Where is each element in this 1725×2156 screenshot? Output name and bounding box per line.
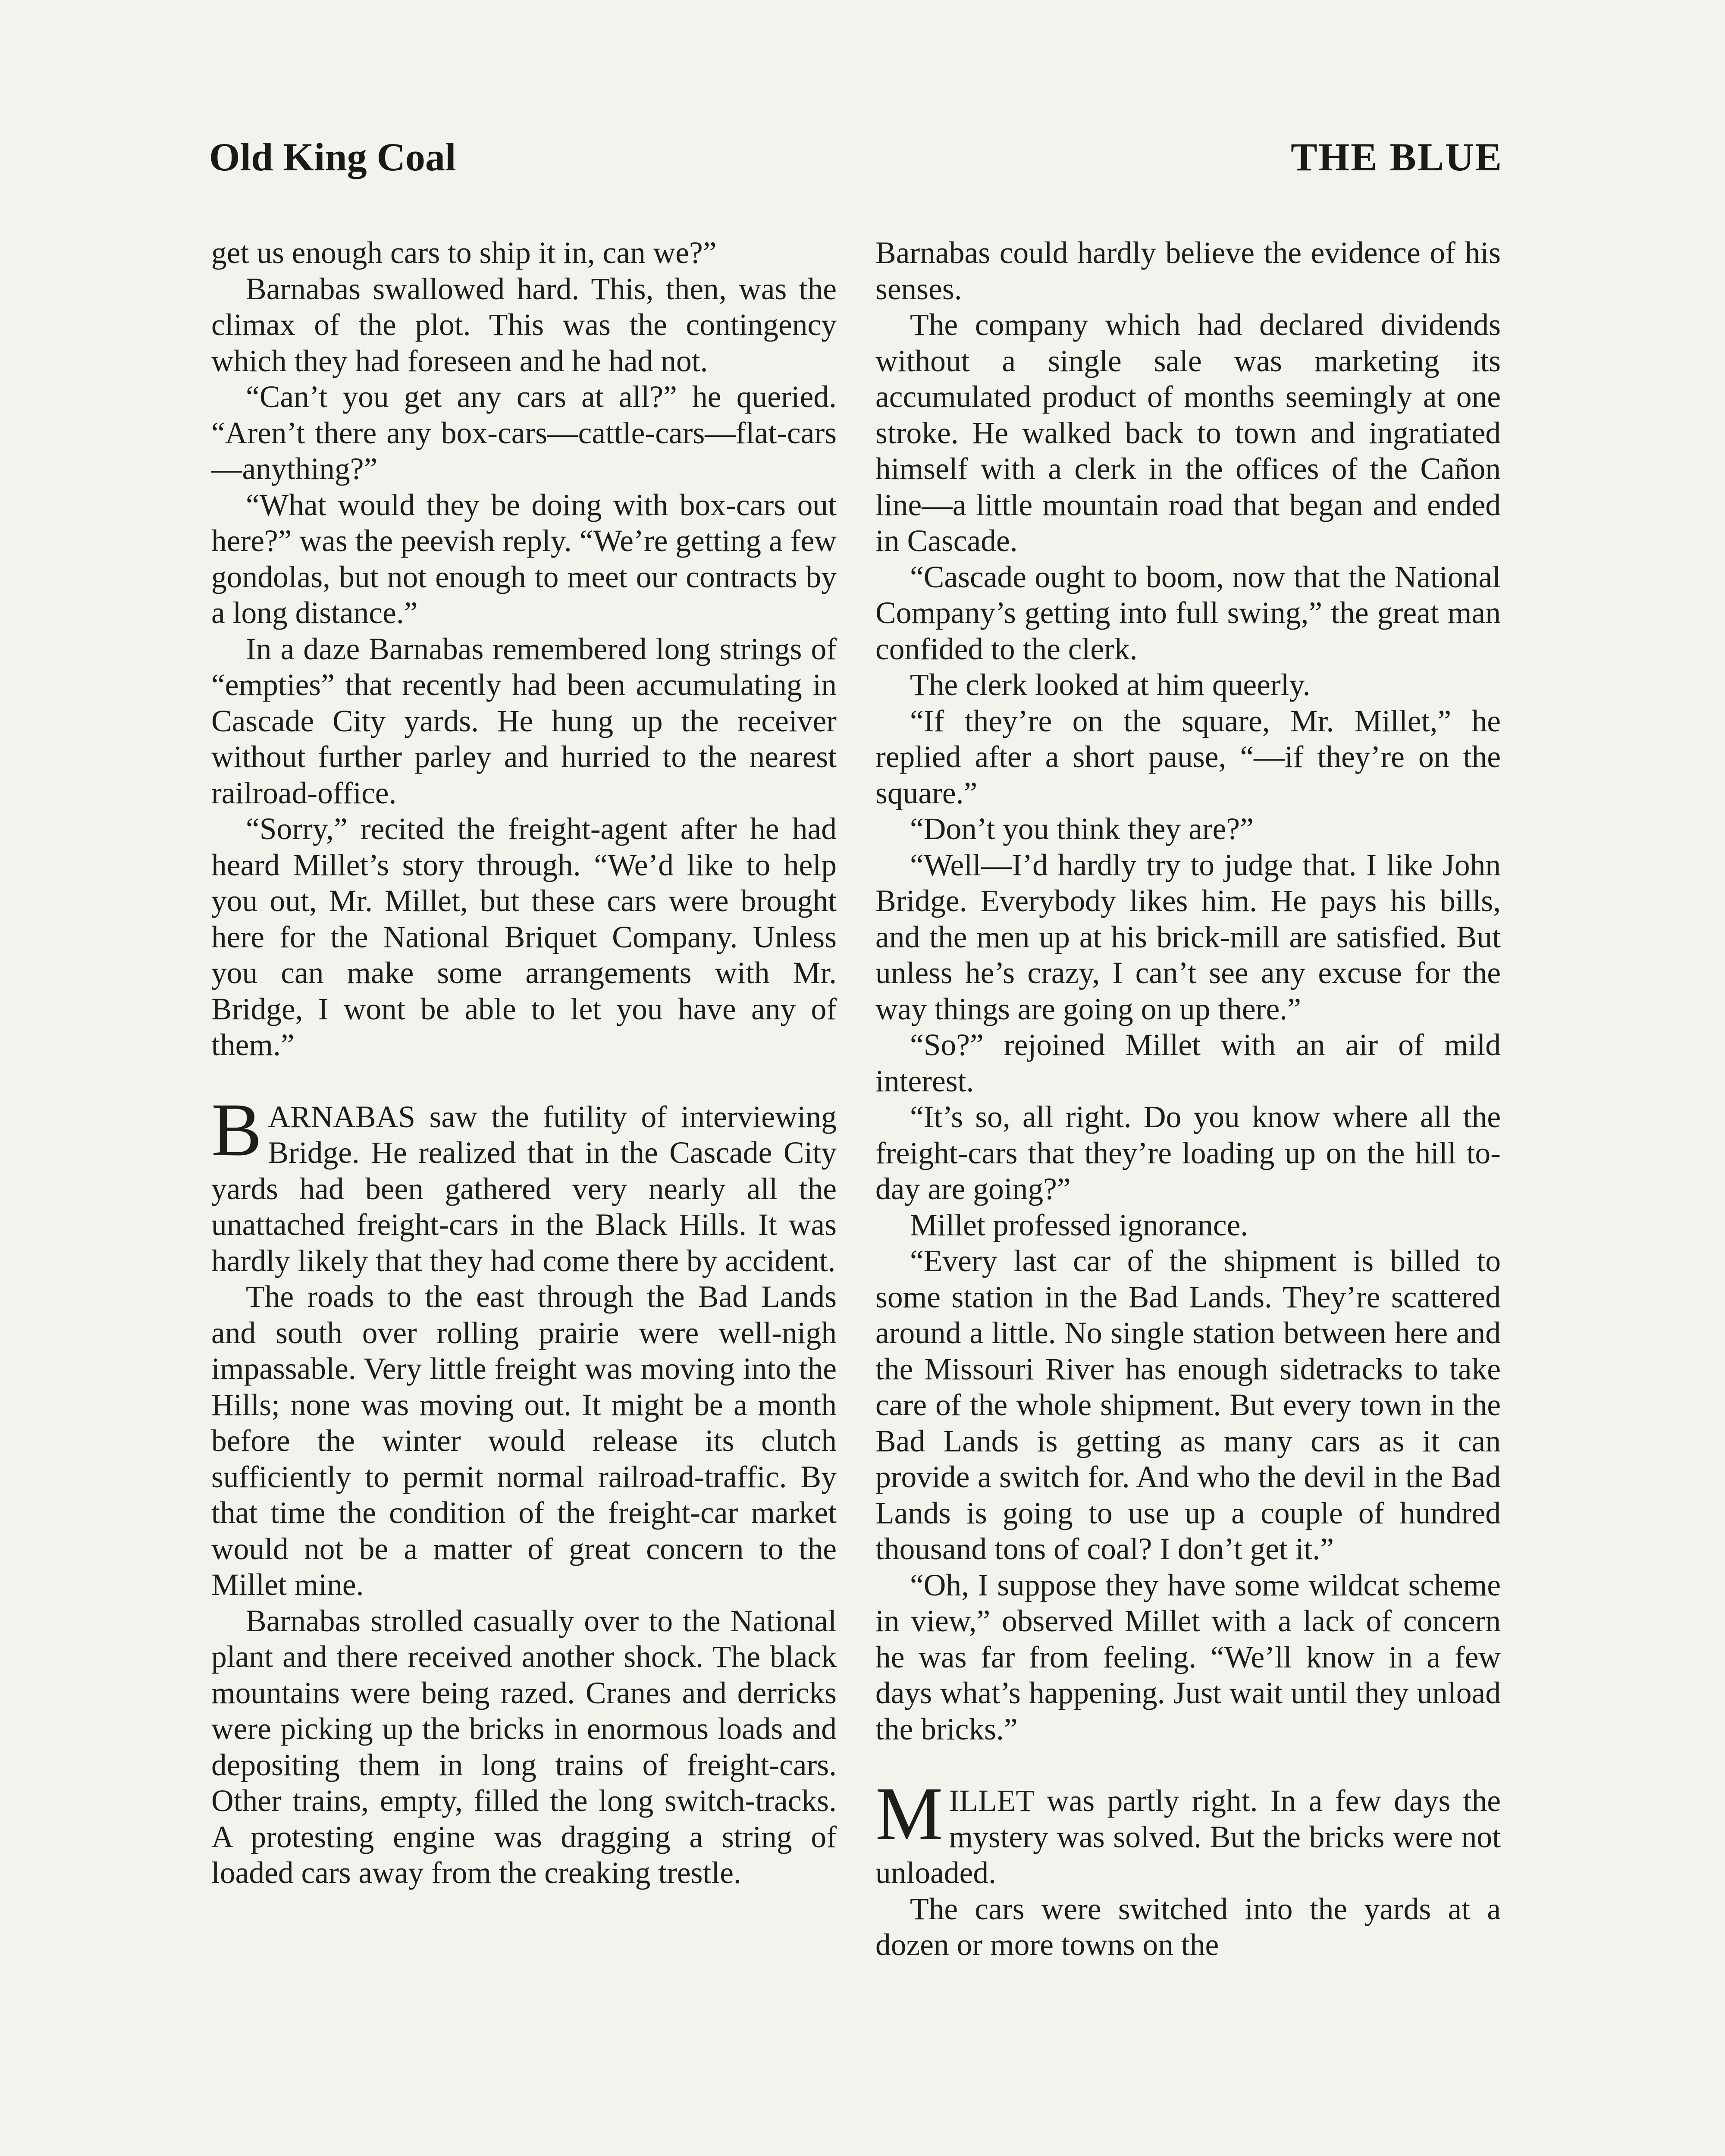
paragraph: The company which had declared dividends without a single sale was marketing its accumulated product of months seemingly at one stroke. He walked back to town and ingratiated himself with a clerk in the offices of the Cañon line—a little mountain road that began and ended in Cascade. [875, 308, 1501, 558]
section-lead-text: ILLET was partly right. In a few days the mystery was solved. But the bricks were not unloaded. [875, 1784, 1501, 1890]
paragraph: “Oh, I suppose they have some wildcat scheme in view,” observed Millet with a lack of concern he was far from feeling. “We’ll know in a few days what’s happening. Just wait until they unload the bricks.” [875, 1568, 1501, 1746]
paragraph: “What would they be doing with box-cars out here?” was the peevish reply. “We’re getting a few gondolas, but not enough to meet our contracts by a long distance.” [211, 488, 837, 630]
paragraph: In a daze Barnabas remembered long strings of “empties” that recently had been accumulating in Cascade City yards. He hung up the receiver without further parley and hurried to the nearest railroad-office. [211, 632, 837, 810]
drop-cap: B [211, 1087, 262, 1172]
paragraph: The roads to the east through the Bad Lands and south over rolling prairie were well-nigh impassable. Very little freight was moving into the Hills; none was moving out. It might be a month before the winter would release its clutch sufficiently to permit normal railroad-traffic. By that time the condition of the freight-car market would not be a matter of great concern to the Millet mine. [211, 1280, 837, 1602]
paragraph: “Cascade ought to boom, now that the National Company’s getting into full swing,” the great man confided to the clerk. [875, 560, 1501, 666]
right-column [875, 235, 1501, 1963]
paragraph: “Every last car of the shipment is billed to some station in the Bad Lands. They’re scattered around a little. No single station between here and the Missouri River has enough sidetracks to take care of the whole shipment. But every town in the Bad Lands is getting as many cars as it can provide a switch for. And who the devil in the Bad Lands is going to use up a couple of hundred thousand tons of coal? I don’t get it.” [875, 1244, 1501, 1566]
running-title: Old King Coal [209, 135, 456, 179]
paragraph: “So?” rejoined Millet with an air of mild interest. [875, 1028, 1501, 1098]
paragraph: Barnabas swallowed hard. This, then, was the climax of the plot. This was the contingency which they had foreseen and he had not. [211, 272, 837, 378]
paragraph: “Can’t you get any cars at all?” he queried. “Aren’t there any box-cars—cattle-cars—flat-cars—anything?” [211, 380, 837, 486]
magazine-title: THE BLUE [1291, 135, 1503, 179]
section-opening [875, 1772, 1501, 1891]
paragraph: The clerk looked at him queerly. [910, 668, 1311, 702]
paragraph: get us enough cars to ship it in, can we?” [211, 236, 717, 270]
paragraph: Barnabas could hardly believe the evidence of his senses. [875, 236, 1501, 306]
paragraph: “Well—I’d hardly try to judge that. I like John Bridge. Everybody likes him. He pays his bills, and the men up at his brick-mill are satisfied. But unless he’s crazy, I can’t see any excuse for the way things are going on up there.” [875, 848, 1501, 1026]
paragraph: “Sorry,” recited the freight-agent after he had heard Millet’s story through. “We’d like to help you out, Mr. Millet, but these cars were brought here for the National Briquet Company. Unless you can make some arrangements with Mr. Bridge, I wont be able to let you have any of them.” [211, 812, 837, 1062]
section-opening [211, 1087, 837, 1279]
left-column [211, 235, 837, 1891]
paragraph: “It’s so, all right. Do you know where all the freight-cars that they’re loading up on the hill to-day are going?” [875, 1100, 1501, 1206]
paragraph: The cars were switched into the yards at a dozen or more towns on the [875, 1892, 1501, 1962]
paragraph: Barnabas strolled casually over to the National plant and there received another shock. The black mountains were being razed. Cranes and derricks were picking up the bricks in enormous loads and depositing them in long trains of freight-cars. Other trains, empty, filled the long switch-tracks. A protesting engine was dragging a string of loaded cars away from the creaking trestle. [211, 1604, 837, 1890]
drop-cap: M [875, 1772, 943, 1856]
section-lead-text: ARNABAS saw the futility of interviewing Bridge. He realized that in the Cascade City yards had been gathered very nearly all the unattached freight-cars in the Black Hills. It was hardly likely that they had come there by accident. [211, 1100, 837, 1278]
paragraph: Millet professed ignorance. [910, 1208, 1248, 1242]
paragraph: “Don’t you think they are?” [910, 812, 1254, 846]
paragraph: “If they’re on the square, Mr. Millet,” he replied after a short pause, “—if they’re on the square.” [875, 704, 1501, 810]
